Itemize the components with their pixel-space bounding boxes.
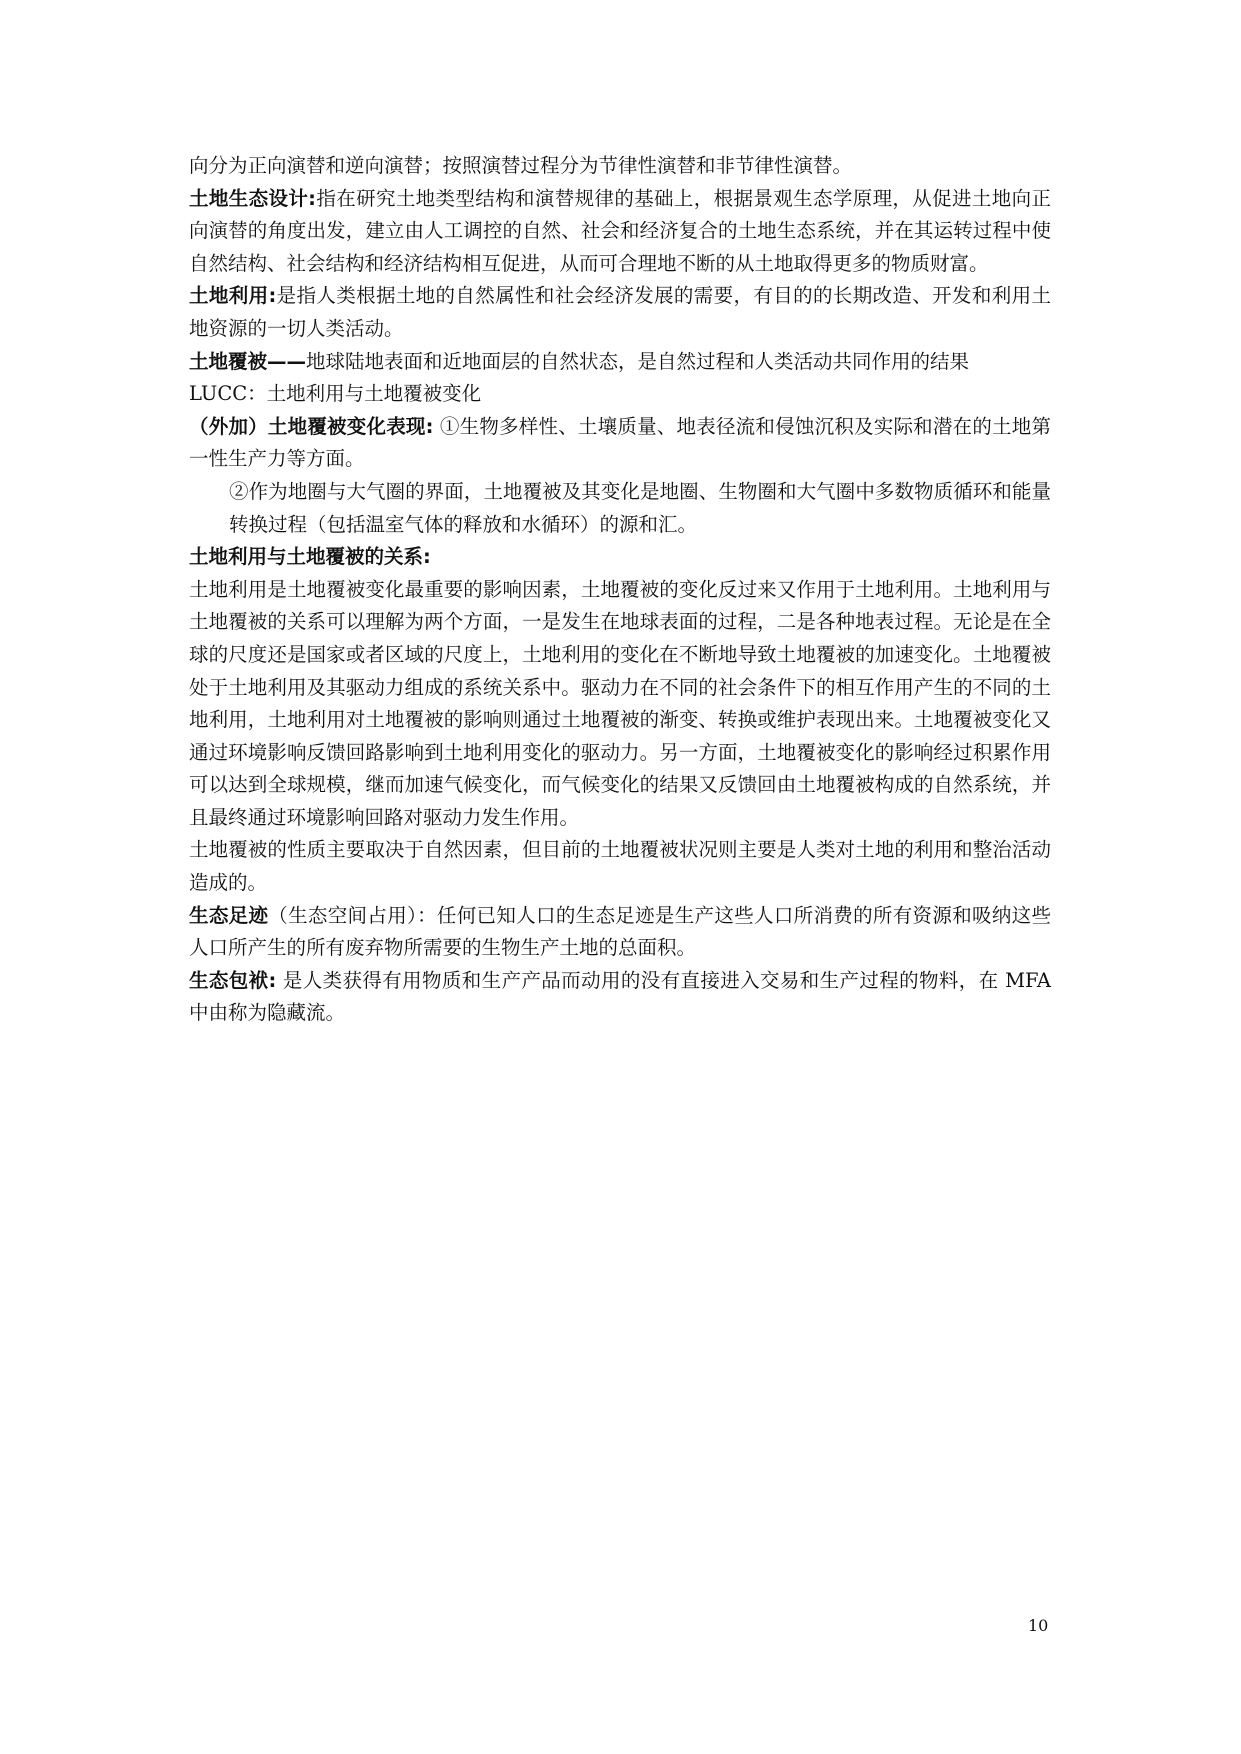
paragraph-land-ecological-design bbox=[189, 183, 1051, 281]
term-heading: 土地覆被—— bbox=[189, 349, 307, 373]
paragraph-land-cover-nature bbox=[189, 834, 1051, 899]
paragraph-land-cover bbox=[189, 346, 1051, 379]
paragraph-relationship-heading bbox=[189, 541, 1051, 574]
document-body bbox=[189, 150, 1051, 1030]
paragraph-land-cover-change-effects bbox=[189, 411, 1051, 476]
paragraph-relationship-body bbox=[189, 574, 1051, 835]
paragraph-text: 是指人类根据土地的自然属性和社会经济发展的需要，有目的的长期改造、开发和利用土地资源的一切人类活动。 bbox=[189, 284, 1051, 340]
term-heading: （外加）土地覆被变化表现: bbox=[189, 414, 434, 438]
paragraph-land-use bbox=[189, 280, 1051, 345]
paragraph-lucc bbox=[189, 378, 1051, 411]
paragraph-text: 地球陆地表面和近地面层的自然状态，是自然过程和人类活动共同作用的结果 bbox=[306, 349, 970, 373]
paragraph-ecological-rucksack bbox=[189, 965, 1051, 1030]
paragraph-text: 向分为正向演替和逆向演替；按照演替过程分为节律性演替和非节律性演替。 bbox=[189, 154, 853, 177]
paragraph-text: LUCC：土地利用与土地覆被变化 bbox=[189, 382, 482, 406]
paragraph-text: ②作为地圈与大气圈的界面，土地覆被及其变化是地圈、生物圈和大气圈中多数物质循环和能量转换过程（包括温室气体的释放和水循环）的源和汇。 bbox=[229, 479, 1051, 536]
paragraph-text: ①生物多样性、土壤质量、地表径流和侵蚀沉积及实际和潜在的土地第一性生产力等方面。 bbox=[189, 414, 1051, 471]
paragraph-succession-direction bbox=[189, 150, 1051, 183]
paragraph-text: 是人类获得有用物质和生产产品而动用的没有直接进入交易和生产过程的物料，在 MFA 中由称为隐藏流。 bbox=[189, 968, 1051, 1025]
paragraph-ecological-footprint bbox=[189, 900, 1051, 965]
term-heading: 土地利用与土地覆被的关系: bbox=[189, 545, 431, 569]
term-heading: 生态足迹 bbox=[189, 903, 269, 927]
paragraph-text: 指在研究土地类型结构和演替规律的基础上，根据景观生态学原理，从促进土地向正向演替的角度出发，建立由人工调控的自然、社会和经济复合的土地生态系统，并在其运转过程中使自然结构、社会结构和经济结构相互促进，从而可合理地不断的从土地取得更多的物质财富。 bbox=[189, 186, 1051, 275]
page-number: 10 bbox=[1028, 1616, 1049, 1635]
paragraph-text: 土地覆被的性质主要取决于自然因素，但目前的土地覆被状况则主要是人类对土地的利用和整治活动造成的。 bbox=[189, 838, 1051, 895]
paragraph-land-cover-interface bbox=[189, 476, 1051, 541]
term-heading: 土地利用: bbox=[189, 284, 277, 308]
term-heading: 生态包袱: bbox=[189, 968, 277, 992]
term-heading: 土地生态设计: bbox=[189, 186, 316, 210]
paragraph-text: （生态空间占用）：任何已知人口的生态足迹是生产这些人口所消费的所有资源和吸纳这些人口所产生的所有废弃物所需要的生物生产土地的总面积。 bbox=[189, 903, 1051, 960]
paragraph-text: 土地利用是土地覆被变化最重要的影响因素，土地覆被的变化反过来又作用于土地利用。土地利用与土地覆被的关系可以理解为两个方面，一是发生在地球表面的过程，二是各种地表过程。无论是在全球的尺度还是国家或者区域的尺度上，土地利用的变化在不断地导致土地覆被的加速变化。土地覆被处于土地利用及其驱动力组成的系统关系中。驱动力在不同的社会条件下的相互作用产生的不同的土地利用，土地利用对土地覆被的影响则通过土地覆被的渐变、转换或维护表现出来。土地覆被变化又通过环境影响反馈回路影响到土地利用变化的驱动力。另一方面，土地覆被变化的影响经过积累作用可以达到全球规模，继而加速气候变化，而气候变化的结果又反馈回由土地覆被构成的自然系统，并且最终通过环境影响回路对驱动力发生作用。 bbox=[189, 577, 1051, 829]
